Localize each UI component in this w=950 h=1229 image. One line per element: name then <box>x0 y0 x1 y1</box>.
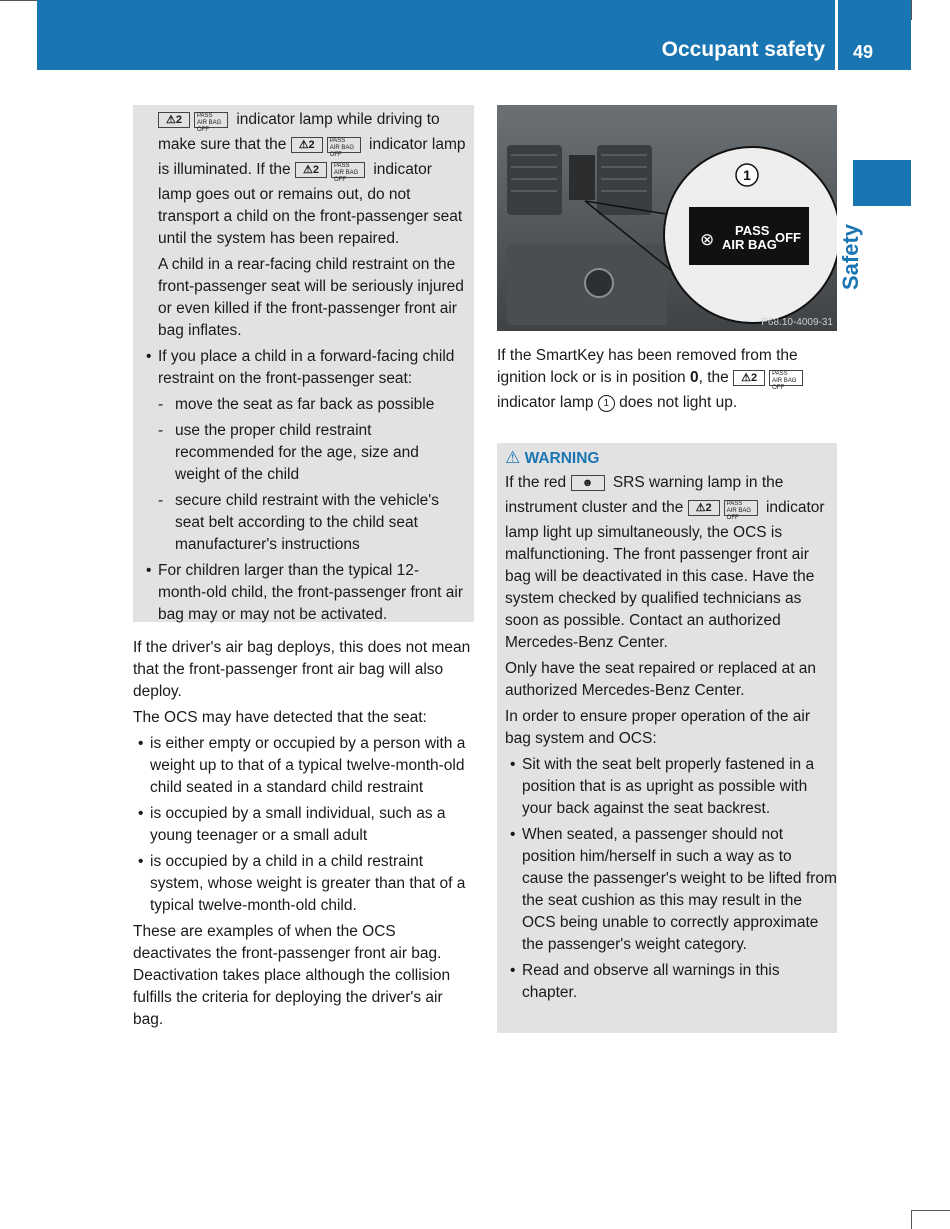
photo-caption: P68.10-4009-31 <box>761 317 833 328</box>
dash-item: - move the seat as far back as possible <box>158 394 466 416</box>
lamp-airbag-label: AIR BAG <box>722 237 777 252</box>
paragraph: These are examples of when the OCS deactivates the front-passenger front air bag. Deactivation takes place although the collision fulfills the criteria for deploying the driver's air bag. <box>133 923 451 1028</box>
side-tab-label: Safety <box>838 223 863 290</box>
lamp-off-label: OFF <box>775 230 801 245</box>
callout-1-icon: 1 <box>598 395 615 412</box>
pass-airbag-off-indicator-icon: ⚠2 PASS AIR BAG OFF <box>291 137 365 159</box>
paragraph: Only have the seat repaired or replaced at an authorized Mercedes-Benz Center. <box>505 660 817 699</box>
dash-item: - secure child restraint with the vehicle's seat belt according to the child seat manufacturer's instructions <box>158 490 466 556</box>
list-item: • When seated, a passenger should not position him/herself in such a way as to cause the passenger's weight to be lifted from the seat cushion as this may result in the OCS being unable to correctly approximate the passenger's weight category. <box>505 824 837 956</box>
crop-mark <box>911 1210 950 1211</box>
paragraph: If the SmartKey has been removed from the ignition lock or is in position 0, the ⚠2 PASS AIR BAG OFF indicator lamp 1 does not light up. <box>497 345 837 414</box>
side-tab-marker <box>853 160 911 206</box>
warning-box <box>497 443 837 1033</box>
left-box-paragraph-2: A child in a rear-facing child restraint on the front-passenger seat will be seriously injured or even killed if the front-passenger front air bag inflates. <box>158 256 464 339</box>
airbag-symbol-icon: ⊗ <box>700 230 715 249</box>
crop-mark <box>911 0 912 20</box>
left-warning-box <box>133 105 474 622</box>
page-number: 49 <box>853 42 874 62</box>
pass-airbag-off-indicator-icon: ⚠2 PASS AIR BAG OFF <box>688 500 762 522</box>
pass-airbag-off-indicator-icon: ⚠2 PASS AIR BAG OFF <box>733 370 807 392</box>
paragraph: The OCS may have detected that the seat: <box>133 709 427 726</box>
dashboard-photo <box>497 105 837 331</box>
pass-airbag-off-indicator-icon: ⚠2 PASS AIR BAG OFF <box>295 162 369 184</box>
section-title: Occupant safety <box>661 38 825 61</box>
crop-mark <box>0 0 37 1</box>
list-item: • For children larger than the typical 12-month-old child, the front-passenger front air bag may or may not be activated. <box>141 560 466 626</box>
list-item: • Read and observe all warnings in this chapter. <box>505 960 837 1004</box>
srs-warning-lamp-icon: ☻ <box>571 475 609 497</box>
warning-triangle-icon: ⚠ <box>505 448 521 467</box>
list-item: • If you place a child in a forward-facing child restraint on the front-passenger seat: <box>141 346 466 390</box>
right-body-text <box>497 345 837 418</box>
paragraph: If the driver's air bag deploys, this does not mean that the front-passenger front air bag will also deploy. <box>133 639 471 700</box>
dash-item: - use the proper child restraint recommended for the age, size and weight of the child <box>158 420 466 486</box>
list-item: • is occupied by a child in a child restraint system, whose weight is greater than that of a typical twelve-month-old child. <box>133 851 477 917</box>
left-body-text <box>133 637 477 1035</box>
crop-mark <box>911 1210 912 1229</box>
list-item: • Sit with the seat belt properly fastened in a position that is as upright as possible with your back against the seat backrest. <box>505 754 837 820</box>
paragraph: If the red ☻ SRS warning lamp in the instrument cluster and the ⚠2 PASS AIR BAG OFF indicator lamp light up simultaneously, the OCS is malfunctioning. The front passenger front air bag will be deactivated in this case. Have the system checked by qualified technicians as soon as possible. Contact an authorized Mercedes-Benz Center. <box>505 474 825 651</box>
lamp-pass-label: PASS <box>735 223 770 238</box>
dashboard-illustration <box>497 105 837 331</box>
page-header <box>37 0 911 70</box>
paragraph: In order to ensure proper operation of the air bag system and OCS: <box>505 708 811 747</box>
list-item: • is either empty or occupied by a person with a weight up to that of a typical twelve-month-old child seated in a standard child restraint <box>133 733 477 799</box>
header-divider <box>835 0 838 70</box>
callout-number: 1 <box>743 167 751 183</box>
left-box-paragraph-1: ⚠2 PASS AIR BAG OFF indicator lamp while driving to make sure that the ⚠2 PASS AIR BAG OFF indicator lamp is illuminated. If the ⚠2 PASS AIR BAG OFF indicator lamp goes out or remains out, do not transport a child on the front-passenger seat until the system has been repaired. <box>158 111 466 247</box>
list-item: • is occupied by a small individual, such as a young teenager or a small adult <box>133 803 477 847</box>
warning-heading: ⚠ WARNING <box>505 448 600 467</box>
pass-airbag-off-indicator-icon: ⚠2 PASS AIR BAG OFF <box>158 112 232 134</box>
